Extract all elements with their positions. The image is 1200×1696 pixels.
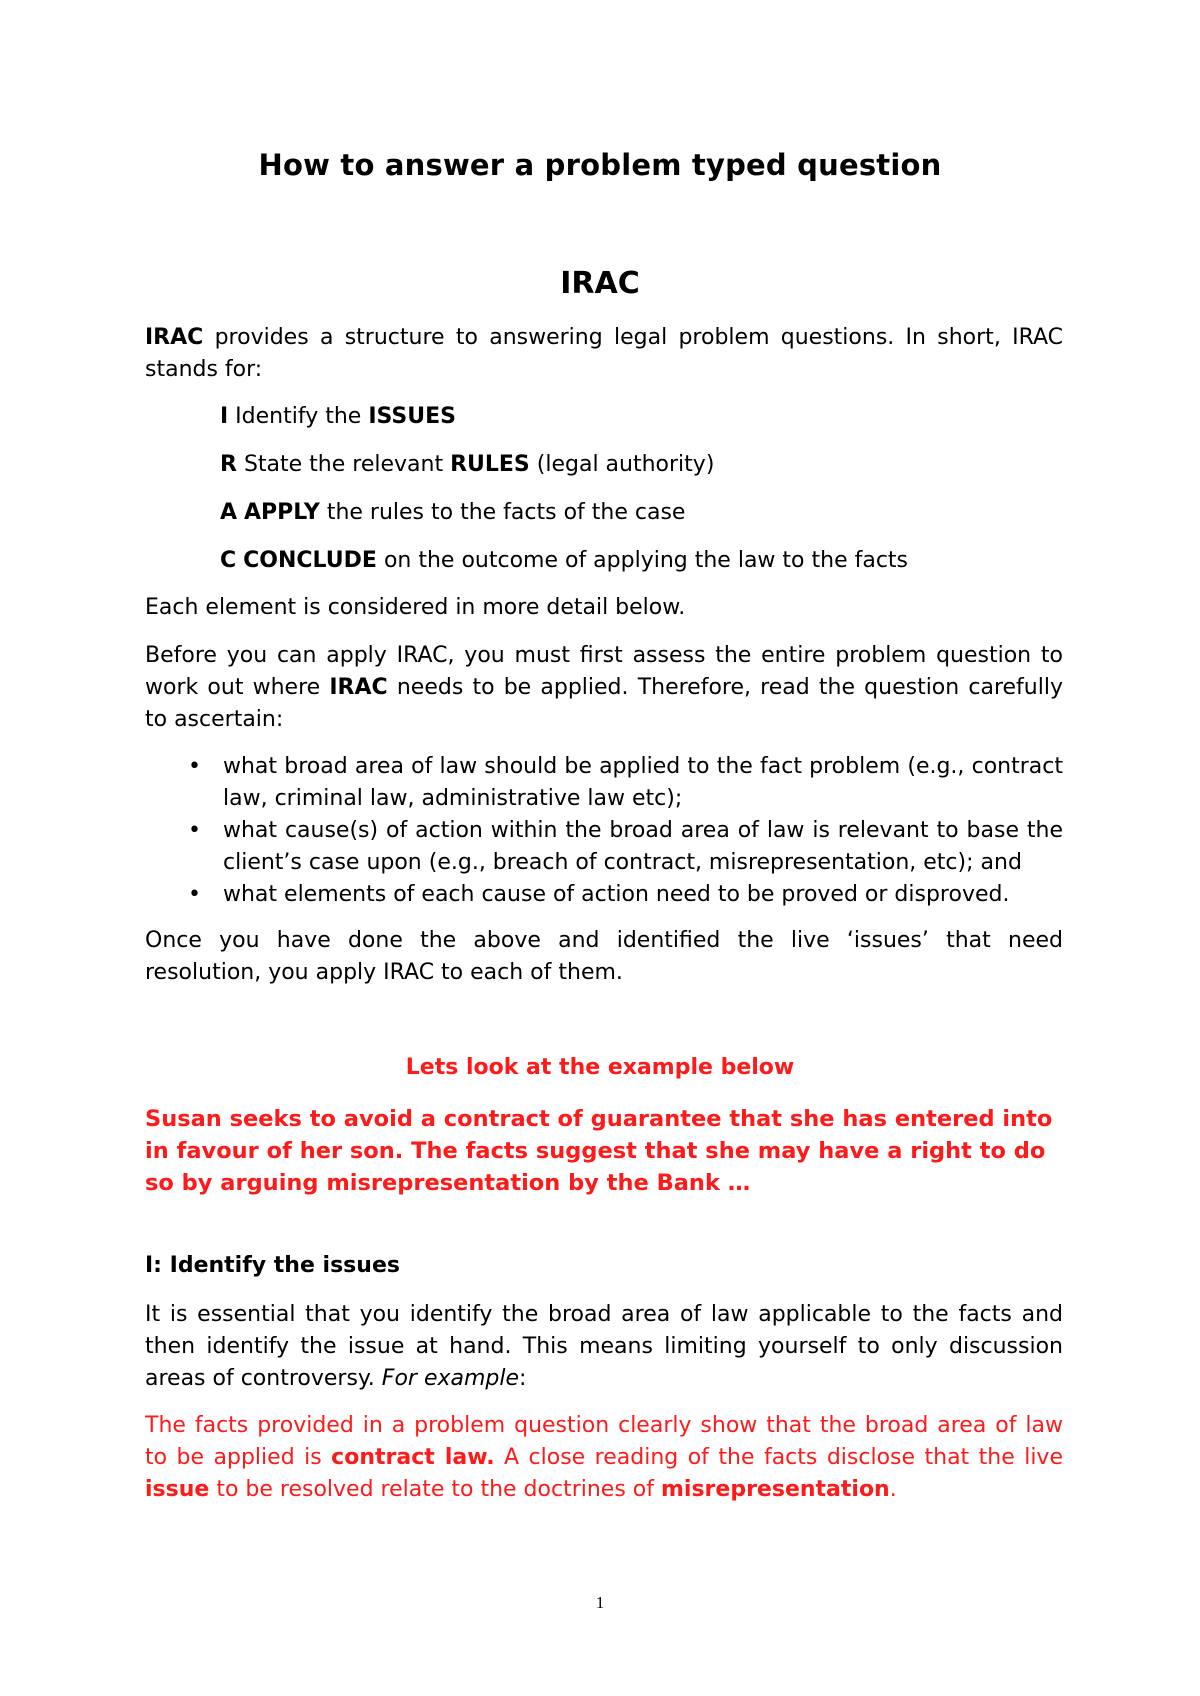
list-item — [145, 815, 1063, 879]
before-paragraph — [145, 640, 1063, 736]
bullet-list — [145, 751, 1063, 911]
irac-text: Identify the — [228, 404, 369, 429]
facts-bold: contract law. — [331, 1445, 495, 1470]
facts-paragraph — [145, 1410, 1063, 1506]
section-heading — [145, 1250, 1063, 1282]
irac-letter: C — [220, 548, 237, 573]
facts-text: A close reading of the facts disclose that the live — [494, 1445, 1063, 1470]
list-item — [145, 879, 1063, 911]
irac-bold: APPLY — [244, 500, 320, 525]
facts-bold: issue — [145, 1477, 210, 1502]
irac-text — [237, 500, 244, 525]
irac-text: the rules to the facts of the case — [319, 500, 686, 525]
facts-text: . — [889, 1477, 897, 1502]
page-number: 1 — [595, 1593, 605, 1612]
irac-text: (legal authority) — [529, 452, 715, 477]
before-text: Before you can apply IRAC, you must first assess the entire problem question to work out where — [145, 643, 1063, 700]
bullet-icon: • — [188, 754, 201, 779]
facts-text: to be resolved relate to the doctrines of — [209, 1477, 661, 1502]
irac-item-rules — [220, 449, 714, 481]
essential-paragraph — [145, 1299, 1063, 1395]
irac-item-issues — [220, 401, 456, 433]
once-paragraph — [145, 925, 1063, 989]
once-text: Once you have done the above and identified the live ‘issues’ that need resolution, you apply IRAC to each of them. — [145, 928, 1063, 985]
irac-bold: ISSUES — [368, 404, 456, 429]
page-title: How to answer a problem typed question — [258, 148, 942, 182]
irac-letter: R — [220, 452, 237, 477]
bullet-icon: • — [188, 882, 201, 907]
intro-paragraph — [145, 322, 1063, 386]
example-text: Susan seeks to avoid a contract of guarantee that she has entered into in favour of her son. The facts suggest that she may have a right to do so by arguing misrepresentation by the Bank … — [145, 1106, 1053, 1196]
irac-heading: IRAC — [560, 266, 640, 301]
list-item-text: what elements of each cause of action need to be proved or disproved. — [223, 882, 1010, 907]
before-bold: IRAC — [329, 675, 388, 700]
irac-letter: I — [220, 404, 229, 429]
irac-text: on the outcome of applying the law to the facts — [376, 548, 909, 573]
intro-text: provides a structure to answering legal problem questions. In short, IRAC stands for: — [145, 325, 1063, 382]
each-element-paragraph — [145, 592, 1063, 624]
facts-text: The facts provided in a problem question clearly show that the broad area of law to be applied is — [145, 1413, 1063, 1470]
example-paragraph — [145, 1103, 1063, 1199]
irac-bold: CONCLUDE — [243, 548, 377, 573]
bullet-icon: • — [188, 818, 201, 843]
facts-bold: misrepresentation — [661, 1477, 890, 1502]
essential-text: : — [519, 1366, 527, 1391]
essential-text: It is essential that you identify the broad area of law applicable to the facts and then identify the issue at hand. This means limiting yourself to only discussion areas of controversy. — [145, 1302, 1063, 1391]
irac-item-conclude — [220, 545, 908, 577]
irac-text: State the relevant — [236, 452, 451, 477]
intro-bold-term: IRAC — [145, 325, 204, 350]
before-text: needs to be applied. Therefore, read the question carefully to ascertain: — [145, 675, 1063, 732]
each-element-text: Each element is considered in more detail below. — [145, 595, 686, 620]
essential-italic: For example — [381, 1366, 520, 1391]
irac-bold: RULES — [450, 452, 530, 477]
list-item — [145, 751, 1063, 815]
section-heading-text: I: Identify the issues — [145, 1253, 400, 1278]
irac-letter: A — [220, 500, 238, 525]
list-item-text: what broad area of law should be applied to the fact problem (e.g., contract law, criminal law, administrative law etc); — [223, 754, 1063, 811]
example-heading: Lets look at the example below — [405, 1055, 795, 1080]
irac-item-apply — [220, 497, 685, 529]
list-item-text: what cause(s) of action within the broad area of law is relevant to base the client’s case upon (e.g., breach of contract, misrepresentation, etc); and — [223, 818, 1063, 875]
